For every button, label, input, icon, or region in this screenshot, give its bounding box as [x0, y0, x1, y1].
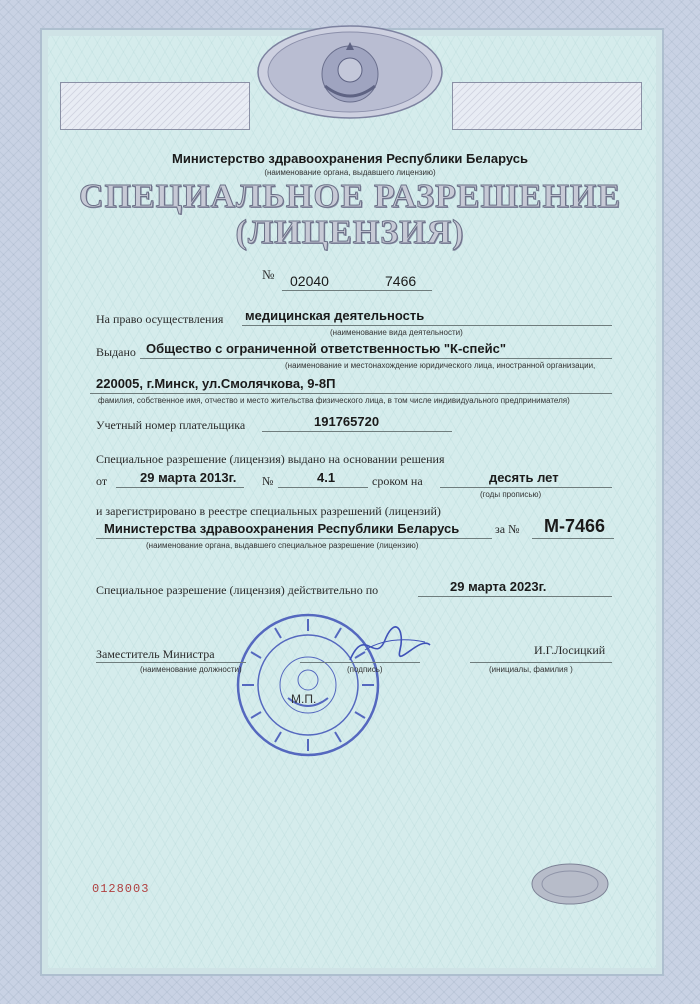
validity-label: Специальное разрешение (лицензия) действительно по	[96, 583, 379, 597]
right-hatched-box	[452, 82, 642, 130]
decision-date-underline	[116, 487, 244, 488]
term-label: сроком на	[372, 474, 423, 488]
registry-authority: Министерства здравоохранения Республики Беларусь	[104, 521, 460, 536]
activity-underline	[242, 325, 612, 326]
number-sign: №	[262, 267, 275, 282]
position-caption: (наименование должности)	[140, 665, 242, 674]
term-caption: (годы прописью)	[480, 490, 542, 499]
left-hatched-box	[60, 82, 250, 130]
document-subtitle: (ЛИЦЕНЗИЯ)	[235, 214, 465, 251]
decision-number-underline	[278, 487, 368, 488]
decision-date: 29 марта 2013г.	[140, 470, 237, 485]
serial-number: 0128003	[92, 882, 150, 896]
ministry-name: Министерство здравоохранения Республики Беларусь	[172, 151, 528, 166]
decision-num-label: №	[262, 474, 274, 488]
registry-number-underline	[532, 538, 614, 539]
registry-intro: и зарегистрировано в реестре специальных разрешений (лицензий)	[96, 504, 441, 518]
activity-value: медицинская деятельность	[245, 308, 425, 323]
registry-number: М-7466	[544, 516, 606, 536]
issued-label: Выдано	[96, 345, 136, 359]
name-caption: (инициалы, фамилия )	[489, 665, 573, 674]
issued-caption: (наименование и местонахождение юридического лица, иностранной организации,	[285, 361, 596, 370]
name-underline	[470, 662, 612, 663]
issued-value: Общество с ограниченной ответственностью "К-спейс"	[146, 341, 506, 356]
registry-num-label: за №	[495, 522, 520, 536]
coat-of-arms-emblem	[255, 22, 445, 122]
sign-caption: (подпись)	[347, 665, 383, 674]
document-title: СПЕЦИАЛЬНОЕ РАЗРЕШЕНИЕ	[78, 178, 622, 215]
ministry-caption: (наименование органа, выдавшего лицензию)	[264, 168, 436, 177]
license-number-part1: 02040	[290, 273, 329, 289]
decision-number: 4.1	[317, 470, 336, 485]
stamp-mark: М.П.	[291, 692, 317, 706]
term-value: десять лет	[489, 470, 559, 485]
registry-authority-underline	[96, 538, 492, 539]
address-underline	[90, 393, 612, 394]
signatory-position: Заместитель Министра	[96, 647, 215, 661]
taxpayer-number: 191765720	[314, 414, 380, 429]
hologram-seal	[530, 862, 610, 906]
decision-from-label: от	[96, 474, 108, 488]
issued-underline	[140, 358, 612, 359]
license-number-part2: 7466	[385, 273, 417, 289]
signatory-name: И.Г.Лосицкий	[534, 643, 606, 657]
validity-underline	[418, 596, 612, 597]
term-underline	[440, 487, 612, 488]
registry-authority-caption: (наименование органа, выдавшего специальное разрешение (лицензию)	[146, 541, 419, 550]
sign-underline	[300, 662, 420, 663]
activity-label: На право осуществления	[96, 312, 224, 326]
validity-date: 29 марта 2023г.	[450, 579, 547, 594]
decision-intro: Специальное разрешение (лицензия) выдано на основании решения	[96, 452, 445, 466]
issued-address: 220005, г.Минск, ул.Смолячкова, 9-8П	[96, 376, 336, 391]
activity-caption: (наименование вида деятельности)	[330, 328, 463, 337]
taxpayer-underline	[262, 431, 452, 432]
number-underline	[282, 290, 432, 291]
position-underline	[96, 662, 246, 663]
taxpayer-label: Учетный номер плательщика	[96, 418, 246, 432]
address-caption: фамилия, собственное имя, отчество и место жительства физического лица, в том числе индивидуального предпринимателя)	[98, 396, 570, 405]
